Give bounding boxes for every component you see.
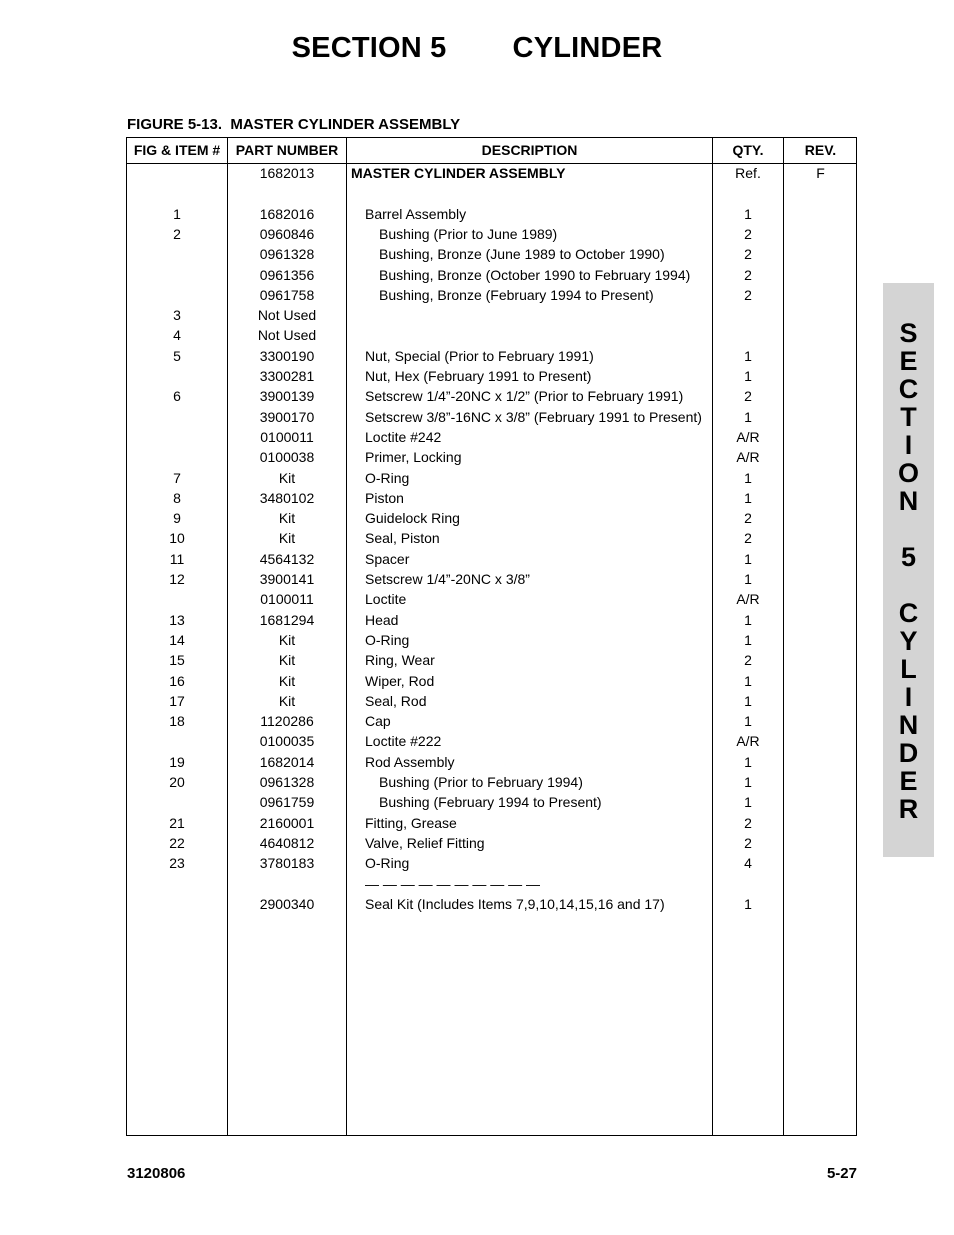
table-row: [127, 772, 856, 792]
part-number: 1682014: [259, 753, 315, 770]
part-number: 0100035: [259, 733, 315, 750]
table-row: [127, 386, 856, 406]
fig-item-number: 1: [173, 205, 181, 222]
fig-item-number: 16: [169, 672, 185, 689]
quantity: 2: [744, 814, 752, 831]
description: Seal Kit (Includes Items 7,9,10,14,15,16 and 17): [365, 895, 665, 912]
description: Loctite: [365, 591, 407, 608]
part-number: 4564132: [259, 550, 315, 567]
fig-item-number: 15: [169, 652, 185, 669]
header-description: DESCRIPTION: [481, 142, 578, 158]
part-number: Kit: [278, 692, 296, 709]
part-number: 0961328: [259, 246, 315, 263]
description: Head: [365, 611, 399, 628]
quantity: 2: [744, 530, 752, 547]
description: Rod Assembly: [365, 753, 455, 770]
description: Valve, Relief Fitting: [365, 834, 485, 851]
fig-item-number: 7: [173, 469, 181, 486]
page-title: SECTION 5 CYLINDER: [291, 32, 663, 64]
fig-item-number: 9: [173, 510, 181, 527]
quantity: 4: [744, 855, 752, 872]
table-row: [127, 589, 856, 609]
table-row: [127, 610, 856, 630]
part-number: Not Used: [257, 307, 317, 324]
part-number: 0100011: [260, 428, 314, 445]
fig-item-number: 11: [169, 550, 185, 567]
description: O-Ring: [365, 469, 410, 486]
fig-item-number: 13: [169, 611, 185, 628]
quantity: 1: [744, 631, 752, 648]
fig-item-number: 12: [169, 571, 185, 587]
document-number: 3120806: [127, 1165, 186, 1182]
table-row: [127, 711, 856, 731]
description: Seal, Rod: [365, 692, 427, 709]
table-row: [127, 874, 856, 894]
part-number: Kit: [278, 652, 296, 669]
quantity: 1: [744, 469, 752, 486]
fig-item-number: 22: [169, 834, 185, 851]
fig-item-number: 2: [173, 225, 181, 242]
part-number: Kit: [278, 631, 296, 648]
description: Setscrew 3/8”-16NC x 3/8” (February 1991 to Present): [365, 408, 702, 425]
fig-item-number: 23: [169, 855, 185, 872]
part-number: 0961356: [259, 266, 315, 283]
description: Cap: [365, 713, 391, 730]
table-row: [127, 427, 856, 447]
table-row: [127, 813, 856, 833]
part-number: 0100038: [259, 449, 315, 466]
quantity: A/R: [736, 428, 760, 445]
quantity: 2: [744, 834, 752, 851]
description: Bushing (February 1994 to Present): [379, 794, 602, 811]
quantity: 1: [744, 489, 752, 506]
quantity: 1: [744, 895, 752, 912]
description: Seal, Piston: [365, 530, 440, 547]
table-row: [127, 488, 856, 508]
quantity: 2: [744, 388, 752, 405]
table-row: [127, 407, 856, 427]
description: Wiper, Rod: [365, 672, 435, 689]
table-row: [127, 265, 856, 285]
part-number: 0961758: [259, 286, 315, 303]
table-row: [127, 204, 856, 224]
description: Piston: [365, 489, 404, 506]
quantity: 1: [744, 672, 752, 689]
table-row: [127, 447, 856, 467]
description: O-Ring: [365, 855, 410, 872]
part-number: 1682016: [259, 205, 315, 222]
part-number: 3480102: [259, 489, 315, 506]
description: Bushing, Bronze (June 1989 to October 1990): [379, 246, 665, 263]
part-number: 2900340: [259, 895, 315, 912]
description: Bushing (Prior to June 1989): [379, 225, 558, 242]
table-row: [127, 163, 856, 183]
description: Guidelock Ring: [365, 510, 460, 527]
fig-item-number: 4: [173, 327, 181, 344]
header-rev: REV.: [804, 142, 837, 158]
table-row: [127, 792, 856, 812]
fig-item-number: 18: [169, 713, 185, 730]
table-row: [127, 346, 856, 366]
table-row: [127, 285, 856, 305]
header-fig-item: FIG & ITEM #: [133, 142, 221, 158]
quantity: 2: [744, 652, 752, 669]
fig-item-number: 8: [173, 489, 181, 506]
table-row: [127, 244, 856, 264]
quantity: 2: [744, 246, 752, 263]
description: Bushing (Prior to February 1994): [379, 774, 583, 790]
fig-item-number: 14: [169, 631, 185, 648]
fig-item-number: 10: [169, 530, 185, 547]
fig-item-number: 17: [169, 692, 185, 709]
quantity: 1: [744, 692, 752, 709]
table-row: [127, 305, 856, 325]
table-row: [127, 731, 856, 751]
description: Ring, Wear: [365, 652, 435, 669]
table-row: [127, 752, 856, 772]
part-number: Not Used: [257, 327, 317, 344]
part-number: 3300281: [259, 368, 315, 384]
quantity: 1: [744, 205, 752, 222]
fig-item-number: 5: [173, 347, 181, 364]
table-row: [127, 508, 856, 528]
quantity: 1: [744, 774, 752, 790]
section-side-tab-label: S E C T I O N 5 C Y L I N D E R: [897, 318, 919, 824]
description: Fitting, Grease: [365, 814, 457, 831]
part-number: 0961759: [259, 794, 315, 811]
description: Nut, Hex (February 1991 to Present): [365, 368, 592, 384]
table-row: [127, 671, 856, 691]
part-number: 4640812: [259, 834, 315, 851]
part-number: 1120286: [260, 713, 314, 730]
quantity: 1: [744, 550, 752, 567]
quantity: Ref.: [735, 165, 761, 181]
part-number: 3300190: [259, 347, 315, 364]
fig-item-number: 21: [169, 814, 185, 831]
quantity: 2: [744, 225, 752, 242]
quantity: 1: [744, 794, 752, 811]
description: Setscrew 1/4”-20NC x 1/2” (Prior to February 1991): [365, 388, 684, 405]
figure-title: FIGURE 5-13. MASTER CYLINDER ASSEMBLY: [127, 116, 461, 133]
fig-item-number: 20: [169, 774, 185, 790]
parts-table: [126, 137, 857, 1136]
quantity: 2: [744, 266, 752, 283]
part-number: 3900141: [259, 571, 315, 587]
description: O-Ring: [365, 631, 410, 648]
part-number: 0960846: [259, 225, 315, 242]
quantity: A/R: [736, 449, 760, 466]
part-number: 3780183: [259, 855, 315, 872]
part-number: 3900139: [259, 388, 315, 405]
part-number: 1681294: [259, 611, 315, 628]
part-number: Kit: [278, 510, 296, 527]
quantity: 1: [744, 347, 752, 364]
table-header: [127, 138, 856, 164]
quantity: A/R: [736, 733, 760, 750]
table-row: [127, 183, 856, 203]
table-row: [127, 650, 856, 670]
description: Bushing, Bronze (February 1994 to Present): [379, 286, 654, 303]
description: Setscrew 1/4”-20NC x 3/8”: [365, 571, 530, 587]
description: Loctite #222: [365, 733, 442, 750]
description: Bushing, Bronze (October 1990 to February 1994): [379, 266, 691, 283]
table-row: [127, 468, 856, 488]
fig-item-number: 3: [173, 307, 181, 324]
quantity: 2: [744, 286, 752, 303]
description: Loctite #242: [365, 428, 442, 445]
fig-item-number: 6: [173, 388, 181, 405]
table-row: [127, 569, 856, 589]
quantity: 1: [744, 571, 752, 587]
description: Primer, Locking: [365, 449, 462, 466]
part-number: Kit: [278, 672, 296, 689]
part-number: Kit: [278, 530, 296, 547]
quantity: 2: [744, 510, 752, 527]
table-row: [127, 691, 856, 711]
table-row: [127, 224, 856, 244]
table-row: [127, 833, 856, 853]
part-number: 1682013: [259, 165, 315, 181]
quantity: 1: [744, 713, 752, 730]
quantity: 1: [744, 368, 752, 384]
description: Nut, Special (Prior to February 1991): [365, 347, 594, 364]
section-side-tab: [883, 283, 934, 857]
part-number: Kit: [278, 469, 296, 486]
quantity: 1: [744, 408, 752, 425]
header-qty: QTY.: [732, 142, 764, 158]
table-row: [127, 528, 856, 548]
description: Barrel Assembly: [365, 205, 467, 222]
description: MASTER CYLINDER ASSEMBLY: [351, 165, 566, 181]
page-number: 5-27: [826, 1165, 857, 1182]
table-row: [127, 894, 856, 914]
table-row: [127, 366, 856, 386]
part-number: 0961328: [259, 774, 315, 790]
part-number: 3900170: [259, 408, 315, 425]
description: Spacer: [365, 550, 410, 567]
table-row: [127, 549, 856, 569]
part-number: 2160001: [259, 814, 315, 831]
header-part-number: PART NUMBER: [235, 142, 339, 158]
table-row: [127, 630, 856, 650]
part-number: 0100011: [260, 591, 314, 608]
quantity: 1: [744, 611, 752, 628]
fig-item-number: 19: [169, 753, 185, 770]
quantity: 1: [744, 753, 752, 770]
quantity: A/R: [736, 591, 760, 608]
revision: F: [816, 165, 825, 181]
table-row: [127, 853, 856, 873]
description: — — — — — — — — — —: [365, 875, 541, 892]
table-row: [127, 325, 856, 345]
